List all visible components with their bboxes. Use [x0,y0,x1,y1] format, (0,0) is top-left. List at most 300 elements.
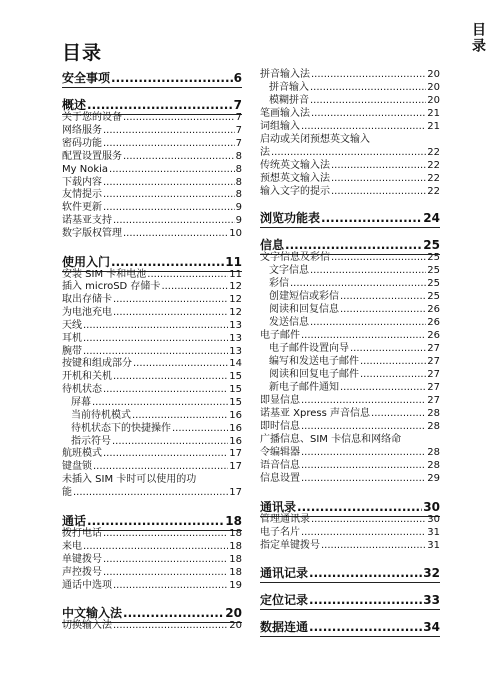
toc-page-number: 27 [427,343,440,354]
toc-entry-title: 友情提示 [62,189,102,200]
toc-dot-leader [103,554,228,566]
toc-entry[interactable] [62,620,242,632]
toc-page-number: 33 [423,593,440,607]
toc-entry-title: 切换输入法 [62,620,112,631]
toc-entry-title: 配置设置服务 [62,151,122,162]
toc-entry-title: 为电池充电 [62,307,112,318]
toc-entry[interactable] [62,333,242,345]
toc-section-entry[interactable] [260,500,440,514]
toc-entry-title: 软件更新 [62,202,102,213]
toc-page-number: 29 [427,473,440,484]
toc-page-number: 9 [235,202,242,213]
toc-dot-leader [93,461,228,473]
toc-entry[interactable] [260,447,440,459]
toc-page-number: 12 [229,294,242,305]
toc-section-entry[interactable] [62,98,242,112]
toc-entry[interactable] [260,460,440,472]
toc-page-number: 12 [229,307,242,318]
toc-entry[interactable] [260,108,440,120]
toc-page-number: 6 [233,71,242,85]
toc-dot-leader [310,95,426,107]
toc-page-number: 26 [427,317,440,328]
toc-page-number: 11 [229,269,242,280]
toc-entry-title: 腕带 [62,346,82,357]
toc-entry[interactable] [260,82,440,94]
toc-entry[interactable] [260,527,440,539]
toc-dot-leader [311,108,426,120]
toc-page-number: 8 [235,177,242,188]
toc-entry[interactable] [62,177,242,189]
toc-entry-title: 下载内容 [62,177,102,188]
toc-entry-title: 拼音输入法 [260,69,310,80]
toc-entry-title: 航班模式 [62,448,102,459]
toc-entry[interactable] [62,269,242,281]
toc-page-number: 16 [229,410,242,421]
toc-page-number: 15 [229,397,242,408]
toc-section-entry[interactable] [62,606,242,620]
toc-dot-leader [371,408,426,420]
toc-page-number: 18 [225,514,242,528]
toc-page-number: 18 [229,528,242,539]
toc-section-entry[interactable] [62,71,242,85]
toc-entry-title: 新电子邮件通知 [269,382,339,393]
toc-dot-leader [123,606,224,620]
toc-dot-leader [112,436,228,448]
toc-dot-leader [331,186,426,198]
toc-page-number: 32 [423,566,440,580]
toc-entry[interactable] [260,95,440,107]
toc-entry[interactable] [260,147,440,159]
toc-section-entry[interactable] [260,593,440,607]
toc-entry[interactable] [260,252,440,264]
toc-dot-leader [111,255,224,269]
toc-entry-title: 模糊拼音 [269,95,309,106]
toc-entry-title: 待机状态下的快捷操作 [71,423,171,434]
toc-entry[interactable] [62,125,242,137]
toc-dot-leader [301,473,426,485]
toc-entry-title: 指示符号 [71,436,111,447]
toc-entry[interactable] [260,69,440,81]
toc-entry[interactable] [62,528,242,540]
toc-entry[interactable] [62,423,242,435]
toc-entry[interactable] [260,382,440,394]
toc-entry-title: 网络服务 [62,125,102,136]
toc-entry[interactable] [260,134,440,146]
toc-dot-leader [123,151,235,163]
toc-page-number: 14 [229,358,242,369]
toc-entry[interactable] [260,186,440,198]
page-title: 目录 [62,42,103,64]
toc-entry[interactable] [260,514,440,526]
toc-section-entry[interactable] [260,238,440,252]
toc-dot-leader [310,317,426,329]
toc-dot-leader [147,269,228,281]
toc-entry-title: 电子名片 [260,527,300,538]
toc-entry-title: 即时信息 [260,421,300,432]
toc-dot-leader [113,580,228,592]
toc-page-number: 25 [427,252,440,263]
toc-entry[interactable] [62,461,242,473]
toc-entry-title: 诺基亚支持 [62,215,112,226]
toc-entry-title: 密码功能 [62,138,102,149]
toc-page-number: 26 [427,330,440,341]
toc-entry-title: 定位记录 [260,593,309,607]
toc-entry[interactable] [62,554,242,566]
toc-entry[interactable] [260,473,440,485]
toc-page-number: 19 [229,580,242,591]
toc-page-number: 18 [229,541,242,552]
toc-page-number: 22 [427,160,440,171]
toc-dot-leader [103,125,235,137]
toc-dot-leader [113,371,228,383]
toc-entry[interactable] [62,371,242,383]
toc-entry-title: 令编辑器 [260,447,300,458]
toc-entry-title: 即显信息 [260,395,300,406]
toc-entry-title: 浏览功能表 [260,211,321,225]
toc-entry[interactable] [260,265,440,277]
toc-dot-leader [113,294,228,306]
toc-dot-leader [301,330,426,342]
toc-entry[interactable] [62,567,242,579]
toc-dot-leader [331,252,426,264]
toc-dot-leader [113,215,235,227]
toc-dot-leader [310,82,426,94]
toc-page-number: 31 [427,540,440,551]
toc-dot-leader [311,514,426,526]
toc-section-entry[interactable] [62,255,242,269]
toc-dot-leader [311,69,426,81]
toc-page-number: 7 [235,138,242,149]
toc-dot-leader [271,147,426,159]
toc-page-number: 16 [229,436,242,447]
toc-page-number: 27 [427,369,440,380]
toc-dot-leader [172,423,228,435]
toc-page-number: 20 [229,620,242,631]
toc-dot-leader [297,500,422,514]
toc-page-number: 28 [427,421,440,432]
toc-page-number: 22 [427,173,440,184]
toc-dot-leader [301,121,426,133]
toc-entry[interactable] [260,330,440,342]
toc-page-number: 28 [427,408,440,419]
toc-entry[interactable] [62,346,242,358]
toc-dot-leader [87,98,233,112]
toc-entry-title: 阅读和回复信息 [269,304,339,315]
toc-dot-leader [92,397,228,409]
toc-entry-title: 启动或关闭预想英文输入 [260,134,370,145]
toc-page-number: 25 [427,291,440,302]
toc-page-number: 24 [423,211,440,225]
toc-entry[interactable] [62,151,242,163]
toc-entry[interactable] [260,356,440,368]
toc-entry-title: 广播信息、SIM 卡信息和网络命 [260,434,402,445]
toc-page-number: 28 [427,460,440,471]
toc-page-number: 11 [225,255,242,269]
toc-entry-title: 语音信息 [260,460,300,471]
toc-entry[interactable] [260,317,440,329]
toc-page-number: 13 [229,333,242,344]
toc-page-number: 15 [229,371,242,382]
toc-dot-leader [103,177,235,189]
toc-dot-leader [87,514,224,528]
toc-entry-title: 发送信息 [269,317,309,328]
toc-dot-leader [350,343,426,355]
toc-page-number: 25 [427,265,440,276]
toc-entry-title: 未插入 SIM 卡时可以使用的功 [62,474,197,485]
toc-entry-title: 天线 [62,320,82,331]
toc-entry-title: 插入 microSD 存储卡 [62,281,161,292]
toc-entry-title: 文字信息 [269,265,309,276]
toc-page-number: 13 [229,320,242,331]
toc-dot-leader [111,71,233,85]
toc-entry-title: 屏幕 [71,397,91,408]
toc-entry-title: 编写和发送电子邮件 [269,356,359,367]
toc-page-number: 7 [235,112,242,123]
toc-dot-leader [310,265,426,277]
toc-dot-leader [321,540,426,552]
toc-page-number: 17 [229,461,242,472]
toc-entry-title: 耳机 [62,333,82,344]
toc-entry-title: 待机状态 [62,384,102,395]
toc-dot-leader [301,447,426,459]
toc-page-number: 20 [427,95,440,106]
toc-dot-leader [103,448,228,460]
toc-entry-title: 预想英文输入法 [260,173,330,184]
toc-page-number: 30 [427,514,440,525]
toc-page-number: 20 [225,606,242,620]
toc-entry-title: 来电 [62,541,82,552]
toc-entry[interactable] [62,138,242,150]
toc-entry-title: 使用入门 [62,255,111,269]
toc-dot-leader [133,358,228,370]
toc-page-number: 8 [235,151,242,162]
toc-page-number: 25 [427,278,440,289]
toc-entry[interactable] [260,160,440,172]
toc-entry[interactable] [62,541,242,553]
toc-entry[interactable] [62,448,242,460]
toc-page-number: 22 [427,147,440,158]
toc-dot-leader [301,527,426,539]
toc-dot-leader [83,346,228,358]
toc-dot-leader [103,202,235,214]
toc-entry-title: 键盘锁 [62,461,92,472]
toc-page-number: 9 [235,215,242,226]
toc-dot-leader [109,164,235,176]
toc-entry[interactable] [62,384,242,396]
toc-page-number: 17 [229,487,242,498]
toc-page-number: 34 [423,620,440,634]
toc-entry-title: 传统英文输入法 [260,160,330,171]
toc-entry[interactable] [62,397,242,409]
toc-entry-title: 单键拨号 [62,554,102,565]
toc-entry[interactable] [62,281,242,293]
toc-page-number: 20 [427,69,440,80]
toc-entry-title: 按键和组成部分 [62,358,132,369]
toc-entry[interactable] [260,304,440,316]
toc-page-number: 13 [229,346,242,357]
toc-entry[interactable] [62,215,242,227]
toc-entry-title: 法 [260,147,270,158]
toc-entry-title: 声控拨号 [62,567,102,578]
toc-page-number: 20 [427,82,440,93]
toc-page-number: 7 [233,98,242,112]
toc-entry[interactable] [62,580,242,592]
toc-dot-leader [340,304,426,316]
toc-entry-title: 指定单键拨号 [260,540,320,551]
toc-dot-leader [103,528,228,540]
toc-section-entry[interactable] [260,566,440,580]
toc-dot-leader [103,138,235,150]
toc-dot-leader [132,410,228,422]
toc-entry-title: 拼音输入 [269,82,309,93]
toc-page-number: 26 [427,304,440,315]
toc-page-number: 22 [427,186,440,197]
toc-page-number: 7 [235,125,242,136]
toc-page-number: 10 [229,228,242,239]
toc-entry-title: 文字信息及彩信 [260,252,330,263]
toc-entry[interactable] [260,395,440,407]
toc-entry-title: 通话 [62,514,87,528]
toc-entry-title: 拨打电话 [62,528,102,539]
toc-dot-leader [113,620,228,632]
toc-entry[interactable] [62,307,242,319]
toc-entry[interactable] [260,408,440,420]
toc-entry-title: 关于您的设备 [62,112,122,123]
toc-dot-leader [321,211,422,225]
toc-entry[interactable] [62,202,242,214]
toc-page-number: 30 [423,500,440,514]
toc-entry[interactable] [62,474,242,486]
toc-dot-leader [340,382,426,394]
toc-entry-title: 取出存储卡 [62,294,112,305]
toc-dot-leader [290,278,426,290]
toc-entry-title: 信息 [260,238,285,252]
toc-dot-leader [340,291,426,303]
toc-dot-leader [331,160,426,172]
toc-dot-leader [301,460,426,472]
toc-dot-leader [301,395,426,407]
toc-entry-title: 创建短信或彩信 [269,291,339,302]
toc-entry[interactable] [260,278,440,290]
toc-dot-leader [285,238,422,252]
toc-entry[interactable] [62,228,242,240]
side-tab-label: 目录 [470,22,486,54]
toc-dot-leader [83,320,228,332]
toc-entry[interactable] [260,173,440,185]
toc-entry[interactable] [260,369,440,381]
toc-entry[interactable] [260,121,440,133]
toc-dot-leader [161,281,228,293]
toc-entry-title: 概述 [62,98,87,112]
toc-entry[interactable] [62,294,242,306]
toc-entry-title: 管理通讯录 [260,514,310,525]
toc-entry-title: 阅读和回复电子邮件 [269,369,359,380]
toc-entry-title: 笔画输入法 [260,108,310,119]
toc-dot-leader [103,189,235,201]
toc-dot-leader [309,593,422,607]
toc-entry[interactable] [62,358,242,370]
toc-dot-leader [123,228,228,240]
toc-entry-title: 电子邮件 [260,330,300,341]
toc-dot-leader [103,567,228,579]
toc-entry[interactable] [260,540,440,552]
toc-section-entry[interactable] [62,514,242,528]
toc-page-number: 8 [235,164,242,175]
toc-entry-title: 词组输入 [260,121,300,132]
toc-entry[interactable] [62,112,242,124]
toc-entry-title: 当前待机模式 [71,410,131,421]
toc-entry-title: 通话中选项 [62,580,112,591]
toc-entry-title: 信息设置 [260,473,300,484]
toc-entry[interactable] [62,410,242,422]
toc-page-number: 12 [229,281,242,292]
toc-entry[interactable] [260,421,440,433]
toc-entry[interactable] [62,487,242,499]
toc-page-number: 31 [427,527,440,538]
toc-page-number: 16 [229,423,242,434]
toc-entry-title: 数字版权管理 [62,228,122,239]
toc-entry[interactable] [260,343,440,355]
toc-dot-leader [123,112,235,124]
toc-page-number: 21 [427,108,440,119]
toc-entry[interactable] [62,436,242,448]
toc-entry[interactable] [62,164,242,176]
toc-entry-title: My Nokia [62,164,109,175]
toc-entry-title: 通讯录 [260,500,297,514]
toc-page-number: 27 [427,356,440,367]
toc-entry-title: 安全事项 [62,71,111,85]
toc-entry[interactable] [260,291,440,303]
toc-entry[interactable] [62,189,242,201]
toc-dot-leader [83,541,228,553]
toc-dot-leader [309,566,422,580]
toc-entry-title: 数据连通 [260,620,309,634]
toc-page-number: 27 [427,382,440,393]
toc-dot-leader [360,369,426,381]
toc-dot-leader [309,620,422,634]
toc-dot-leader [113,307,228,319]
toc-entry-title: 安装 SIM 卡和电池 [62,269,147,280]
toc-dot-leader [331,173,426,185]
toc-entry[interactable] [260,434,440,446]
toc-entry[interactable] [62,320,242,332]
toc-page-number: 8 [235,189,242,200]
toc-entry-title: 通讯记录 [260,566,309,580]
toc-entry-title: 开机和关机 [62,371,112,382]
toc-page-number: 25 [423,238,440,252]
toc-entry-title: 诺基亚 Xpress 声音信息 [260,408,371,419]
toc-page-number: 18 [229,567,242,578]
toc-entry-title: 中文输入法 [62,606,123,620]
toc-dot-leader [103,384,228,396]
toc-dot-leader [73,487,228,499]
toc-dot-leader [360,356,426,368]
toc-page-number: 18 [229,554,242,565]
toc-entry-title: 能 [62,487,72,498]
toc-page-number: 28 [427,447,440,458]
toc-entry-title: 彩信 [269,278,289,289]
toc-page-number: 17 [229,448,242,459]
toc-section-entry[interactable] [260,211,440,225]
toc-page-number: 27 [427,395,440,406]
toc-section-entry[interactable] [260,620,440,634]
toc-dot-leader [301,421,426,433]
toc-page-number: 15 [229,384,242,395]
toc-page-number: 21 [427,121,440,132]
toc-entry-title: 输入文字的提示 [260,186,330,197]
toc-entry-title: 电子邮件设置向导 [269,343,349,354]
toc-dot-leader [83,333,228,345]
